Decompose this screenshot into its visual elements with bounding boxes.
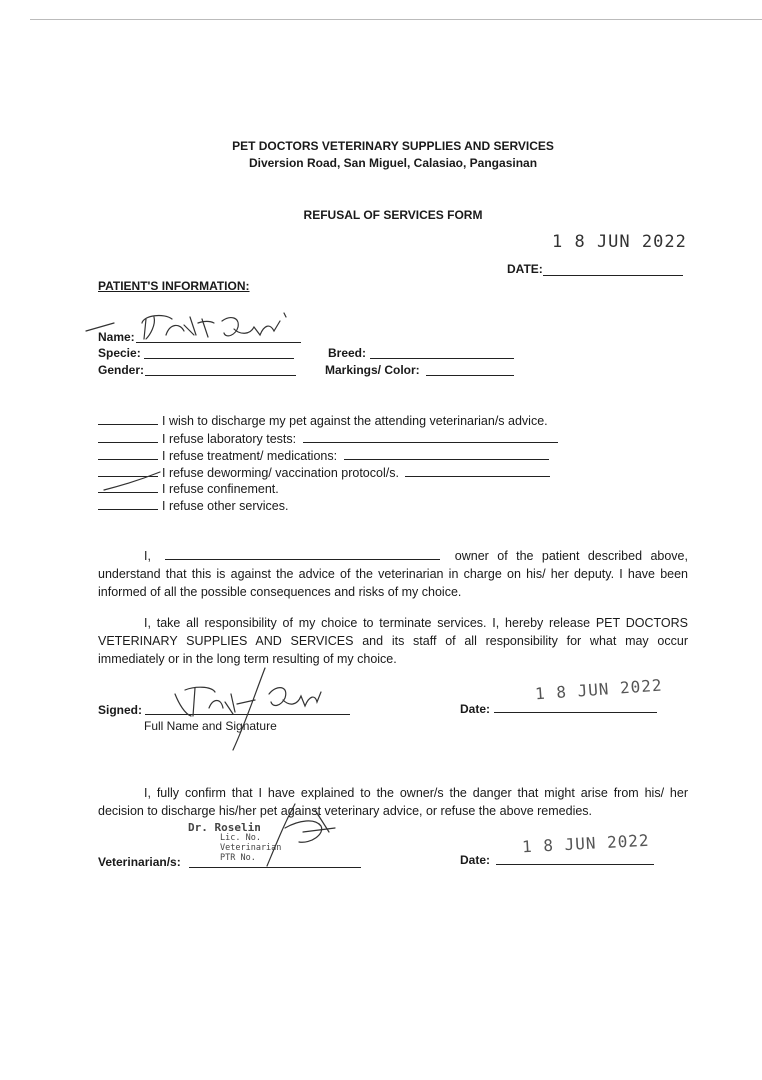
owner-prefix: I,	[144, 549, 151, 563]
option-discharge-against-advice	[98, 413, 548, 428]
option-refuse-lab-tests	[98, 430, 558, 446]
vet-stamp-license: Lic. No.	[220, 833, 261, 843]
confinement-check-mark	[100, 470, 170, 494]
option-text: I refuse laboratory tests:	[162, 432, 297, 446]
option-text: I wish to discharge my pet against the attending veterinarian/s advice.	[162, 414, 548, 428]
option-refuse-treatment	[98, 447, 549, 463]
option-checkbox-line[interactable]	[98, 431, 158, 443]
option-detail-line[interactable]	[344, 447, 549, 460]
breed-line	[370, 346, 514, 359]
patient-name-handwriting	[84, 305, 294, 345]
form-title: REFUSAL OF SERVICES FORM	[303, 208, 483, 222]
option-detail-line[interactable]	[405, 464, 550, 477]
confirmation-statement: I, fully confirm that I have explained to the owner/s the danger that might arise from his/ her decision to discharge his/her pet against veterinary advice, or refuse the above remedies.	[98, 786, 688, 818]
signature-caption: Full Name and Signature	[144, 719, 277, 733]
option-checkbox-line[interactable]	[98, 448, 158, 460]
option-detail-line[interactable]	[303, 430, 558, 443]
owner-statement	[98, 547, 688, 601]
owner-name-line[interactable]	[165, 547, 440, 560]
scan-edge-line	[30, 19, 762, 20]
company-address: Diversion Road, San Miguel, Calasiao, Pangasinan	[248, 156, 538, 170]
signed-label: Signed:	[98, 703, 142, 717]
top-date-line	[543, 263, 683, 276]
markings-line	[426, 363, 514, 376]
veterinarian-date-line	[496, 852, 654, 865]
specie-label: Specie:	[98, 346, 141, 360]
veterinarian-date-stamp: 1 8 JUN 2022	[521, 830, 651, 857]
option-text: I refuse treatment/ medications:	[162, 449, 338, 463]
vet-stamp-title: Veterinarian	[220, 843, 282, 853]
patient-section-title: PATIENT'S INFORMATION:	[98, 279, 250, 293]
owner-signature	[165, 664, 335, 754]
option-checkbox-line[interactable]	[98, 498, 158, 510]
breed-label: Breed:	[328, 346, 367, 360]
option-checkbox-line[interactable]	[98, 413, 158, 425]
markings-label: Markings/ Color:	[325, 363, 420, 377]
gender-line	[145, 363, 296, 376]
signed-date-stamp: 1 8 JUN 2022	[534, 675, 664, 704]
veterinarian-label: Veterinarian/s:	[98, 855, 181, 869]
signed-date-label: Date:	[460, 702, 491, 716]
specie-line	[144, 346, 294, 359]
owner-suffix: owner of the patient described above, understand that this is against the advice of the veterinarian in charge on his/ her deputy. I have been informed of all the possible consequences and risks of my choice.	[98, 549, 688, 599]
company-name: PET DOCTORS VETERINARY SUPPLIES AND SERVICES	[232, 139, 554, 153]
signed-date-line	[494, 700, 657, 713]
veterinarian-date-label: Date:	[460, 853, 491, 867]
responsibility-statement: I, take all responsibility of my choice to terminate services. I, hereby release PET DOCTORS VETERINARY SUPPLIES AND SERVICES and its staff of all responsibility for what may occur immediately or in the long term resulting of my choice.	[98, 616, 688, 666]
top-date-label: DATE:	[507, 262, 543, 276]
name-label: Name:	[98, 330, 135, 344]
option-text: I refuse confinement.	[162, 482, 279, 496]
gender-label: Gender:	[98, 363, 145, 377]
veterinarian-signature	[255, 802, 345, 872]
option-text: I refuse deworming/ vaccination protocol/s.	[162, 466, 399, 480]
option-refuse-other	[98, 498, 288, 513]
option-text: I refuse other services.	[162, 499, 289, 513]
top-date-stamp: 1 8 JUN 2022	[552, 232, 687, 252]
vet-stamp-ptr: PTR No.	[220, 853, 256, 863]
vet-stamp-name: Dr. Roselin	[188, 821, 261, 834]
